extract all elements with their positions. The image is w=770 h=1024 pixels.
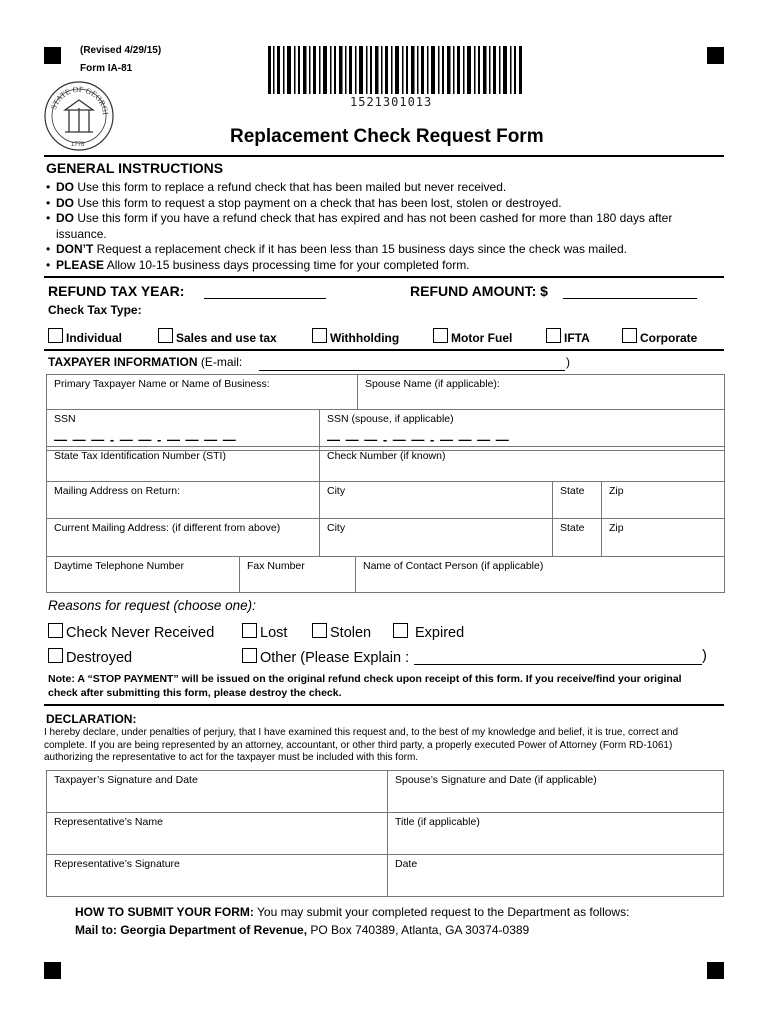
reason-stolen[interactable]: Stolen [312, 623, 371, 641]
primary-name-field[interactable]: Primary Taxpayer Name or Name of Business: [47, 375, 358, 410]
taxpayer-row-ids [46, 446, 725, 482]
georgia-state-seal [43, 80, 115, 152]
signature-table [46, 770, 724, 897]
refund-tax-year-field[interactable] [204, 283, 326, 299]
submit-instructions: HOW TO SUBMIT YOUR FORM: You may submit your completed request to the Department as follows: [75, 905, 630, 919]
taxpayer-row-contact [46, 556, 725, 593]
declaration-text: I hereby declare, under penalties of perjury, that I have examined this request and, to the best of my knowledge and belief, it is true, correct and complete. If you are being represented by an attorney, accountant, or other third party, a properly executed Power of Attorney (Form RD-1061) authorizing the representative to act for the taxpayer must be included with this form. [44, 727, 679, 763]
declaration-heading: DECLARATION: [46, 712, 137, 726]
sti-field[interactable]: State Tax Identification Number (STI) [47, 447, 320, 482]
mailing-address-field[interactable]: Mailing Address on Return: [47, 482, 320, 519]
spouse-name-field[interactable]: Spouse Name (if applicable): [358, 375, 725, 410]
city-field[interactable]: City [320, 482, 553, 519]
checkbox[interactable] [546, 328, 561, 343]
list-item: • DO Use this form if you have a refund check that has expired and has not been cashed for more than 180 days after issuance. [44, 211, 714, 242]
spouse-signature-field[interactable]: Spouse’s Signature and Date (if applicable) [388, 771, 724, 813]
checkbox[interactable] [242, 648, 257, 663]
checkbox[interactable] [242, 623, 257, 638]
current-state-field[interactable]: State [553, 519, 602, 557]
instructions-list [44, 180, 714, 273]
title-rule [44, 155, 724, 157]
list-item: • DO Use this form to replace a refund check that has been mailed but never received. [44, 180, 714, 196]
refund-amount-field[interactable] [563, 283, 697, 299]
stop-payment-note: Note: A “STOP PAYMENT” will be issued on the original refund check upon receipt of this form. If you receive/find your original check after submitting this form, please destroy the check. [48, 673, 682, 699]
tax-type-withholding[interactable]: Withholding [312, 328, 399, 345]
current-zip-field[interactable]: Zip [602, 519, 725, 557]
list-item: • DON’T Request a replacement check if it has been less than 15 business days since the check was mailed. [44, 242, 714, 258]
reason-other[interactable]: Other (Please Explain : [242, 648, 409, 666]
check-tax-type-label: Check Tax Type: [48, 303, 142, 317]
instructions-heading: GENERAL INSTRUCTIONS [46, 160, 224, 176]
mail-address: Mail to: Georgia Department of Revenue, PO Box 740389, Atlanta, GA 30374-0389 [75, 923, 530, 937]
list-item: • PLEASE Allow 10-15 business days processing time for your completed form. [44, 258, 714, 274]
svg-text:STATE OF GEORGIA: STATE OF GEORGI [49, 84, 110, 116]
checkbox[interactable] [312, 328, 327, 343]
zip-field[interactable]: Zip [602, 482, 725, 519]
registration-mark-top-left [44, 47, 61, 64]
form-number: Form IA-81 [80, 63, 133, 74]
checkbox[interactable] [393, 623, 408, 638]
taxpayer-row-ssn [46, 409, 725, 451]
checkbox[interactable] [622, 328, 637, 343]
date-field[interactable]: Date [388, 855, 724, 897]
representative-signature-field[interactable]: Representative’s Signature [47, 855, 388, 897]
checkbox[interactable] [48, 623, 63, 638]
taxpayer-row-names [46, 374, 725, 410]
tax-type-individual[interactable]: Individual [48, 328, 122, 345]
registration-mark-bottom-right [707, 962, 724, 979]
reason-lost[interactable]: Lost [242, 623, 287, 641]
title-field[interactable]: Title (if applicable) [388, 813, 724, 855]
tax-type-ifta[interactable]: IFTA [546, 328, 590, 345]
barcode-number: 1521301013 [350, 95, 433, 109]
reason-destroyed[interactable]: Destroyed [48, 648, 132, 666]
taxpayer-row-mailing-address [46, 481, 725, 519]
checkbox[interactable] [158, 328, 173, 343]
contact-person-field[interactable]: Name of Contact Person (if applicable) [356, 557, 725, 593]
tax-type-corporate[interactable]: Corporate [622, 328, 697, 345]
checkbox[interactable] [433, 328, 448, 343]
checkbox[interactable] [48, 648, 63, 663]
tax-type-motor-fuel[interactable]: Motor Fuel [433, 328, 512, 345]
registration-mark-top-right [707, 47, 724, 64]
spouse-ssn-field[interactable]: SSN (spouse, if applicable) — — — - — — - — — — — [320, 410, 725, 451]
taxpayer-info-header: TAXPAYER INFORMATION (E-mail: [48, 355, 243, 369]
svg-text:1776: 1776 [71, 142, 85, 148]
checkbox[interactable] [312, 623, 327, 638]
current-city-field[interactable]: City [320, 519, 553, 557]
reasons-heading: Reasons for request (choose one): [48, 598, 256, 613]
email-field[interactable] [259, 356, 565, 371]
phone-field[interactable]: Daytime Telephone Number [47, 557, 240, 593]
form-title: Replacement Check Request Form [230, 126, 544, 147]
representative-name-field[interactable]: Representative’s Name [47, 813, 388, 855]
checkbox[interactable] [48, 328, 63, 343]
barcode [268, 46, 522, 99]
refund-tax-year-label: REFUND TAX YEAR: [48, 283, 185, 299]
tax-type-sales-and-use[interactable]: Sales and use tax [158, 328, 277, 345]
other-close: ) [702, 648, 707, 664]
note-rule [44, 704, 724, 706]
taxpayer-row-current-address [46, 518, 725, 557]
current-address-field[interactable]: Current Mailing Address: (if different from above) [47, 519, 320, 557]
reason-check-never-received[interactable]: Check Never Received [48, 623, 214, 641]
list-item: • DO Use this form to request a stop payment on a check that has been lost, stolen or destroyed. [44, 196, 714, 212]
email-close: ) [566, 355, 570, 369]
revision-date: (Revised 4/29/15) [80, 45, 162, 56]
refund-amount-label: REFUND AMOUNT: $ [410, 283, 548, 299]
state-field[interactable]: State [553, 482, 602, 519]
check-number-field[interactable]: Check Number (if known) [320, 447, 725, 482]
fax-field[interactable]: Fax Number [240, 557, 356, 593]
ssn-field[interactable]: SSN — — — - — — - — — — — [47, 410, 320, 451]
other-explanation-field[interactable] [414, 648, 702, 665]
reason-expired[interactable]: Expired [393, 623, 464, 641]
instructions-rule [44, 276, 724, 278]
tax-type-rule [44, 349, 724, 351]
registration-mark-bottom-left [44, 962, 61, 979]
taxpayer-signature-field[interactable]: Taxpayer’s Signature and Date [47, 771, 388, 813]
